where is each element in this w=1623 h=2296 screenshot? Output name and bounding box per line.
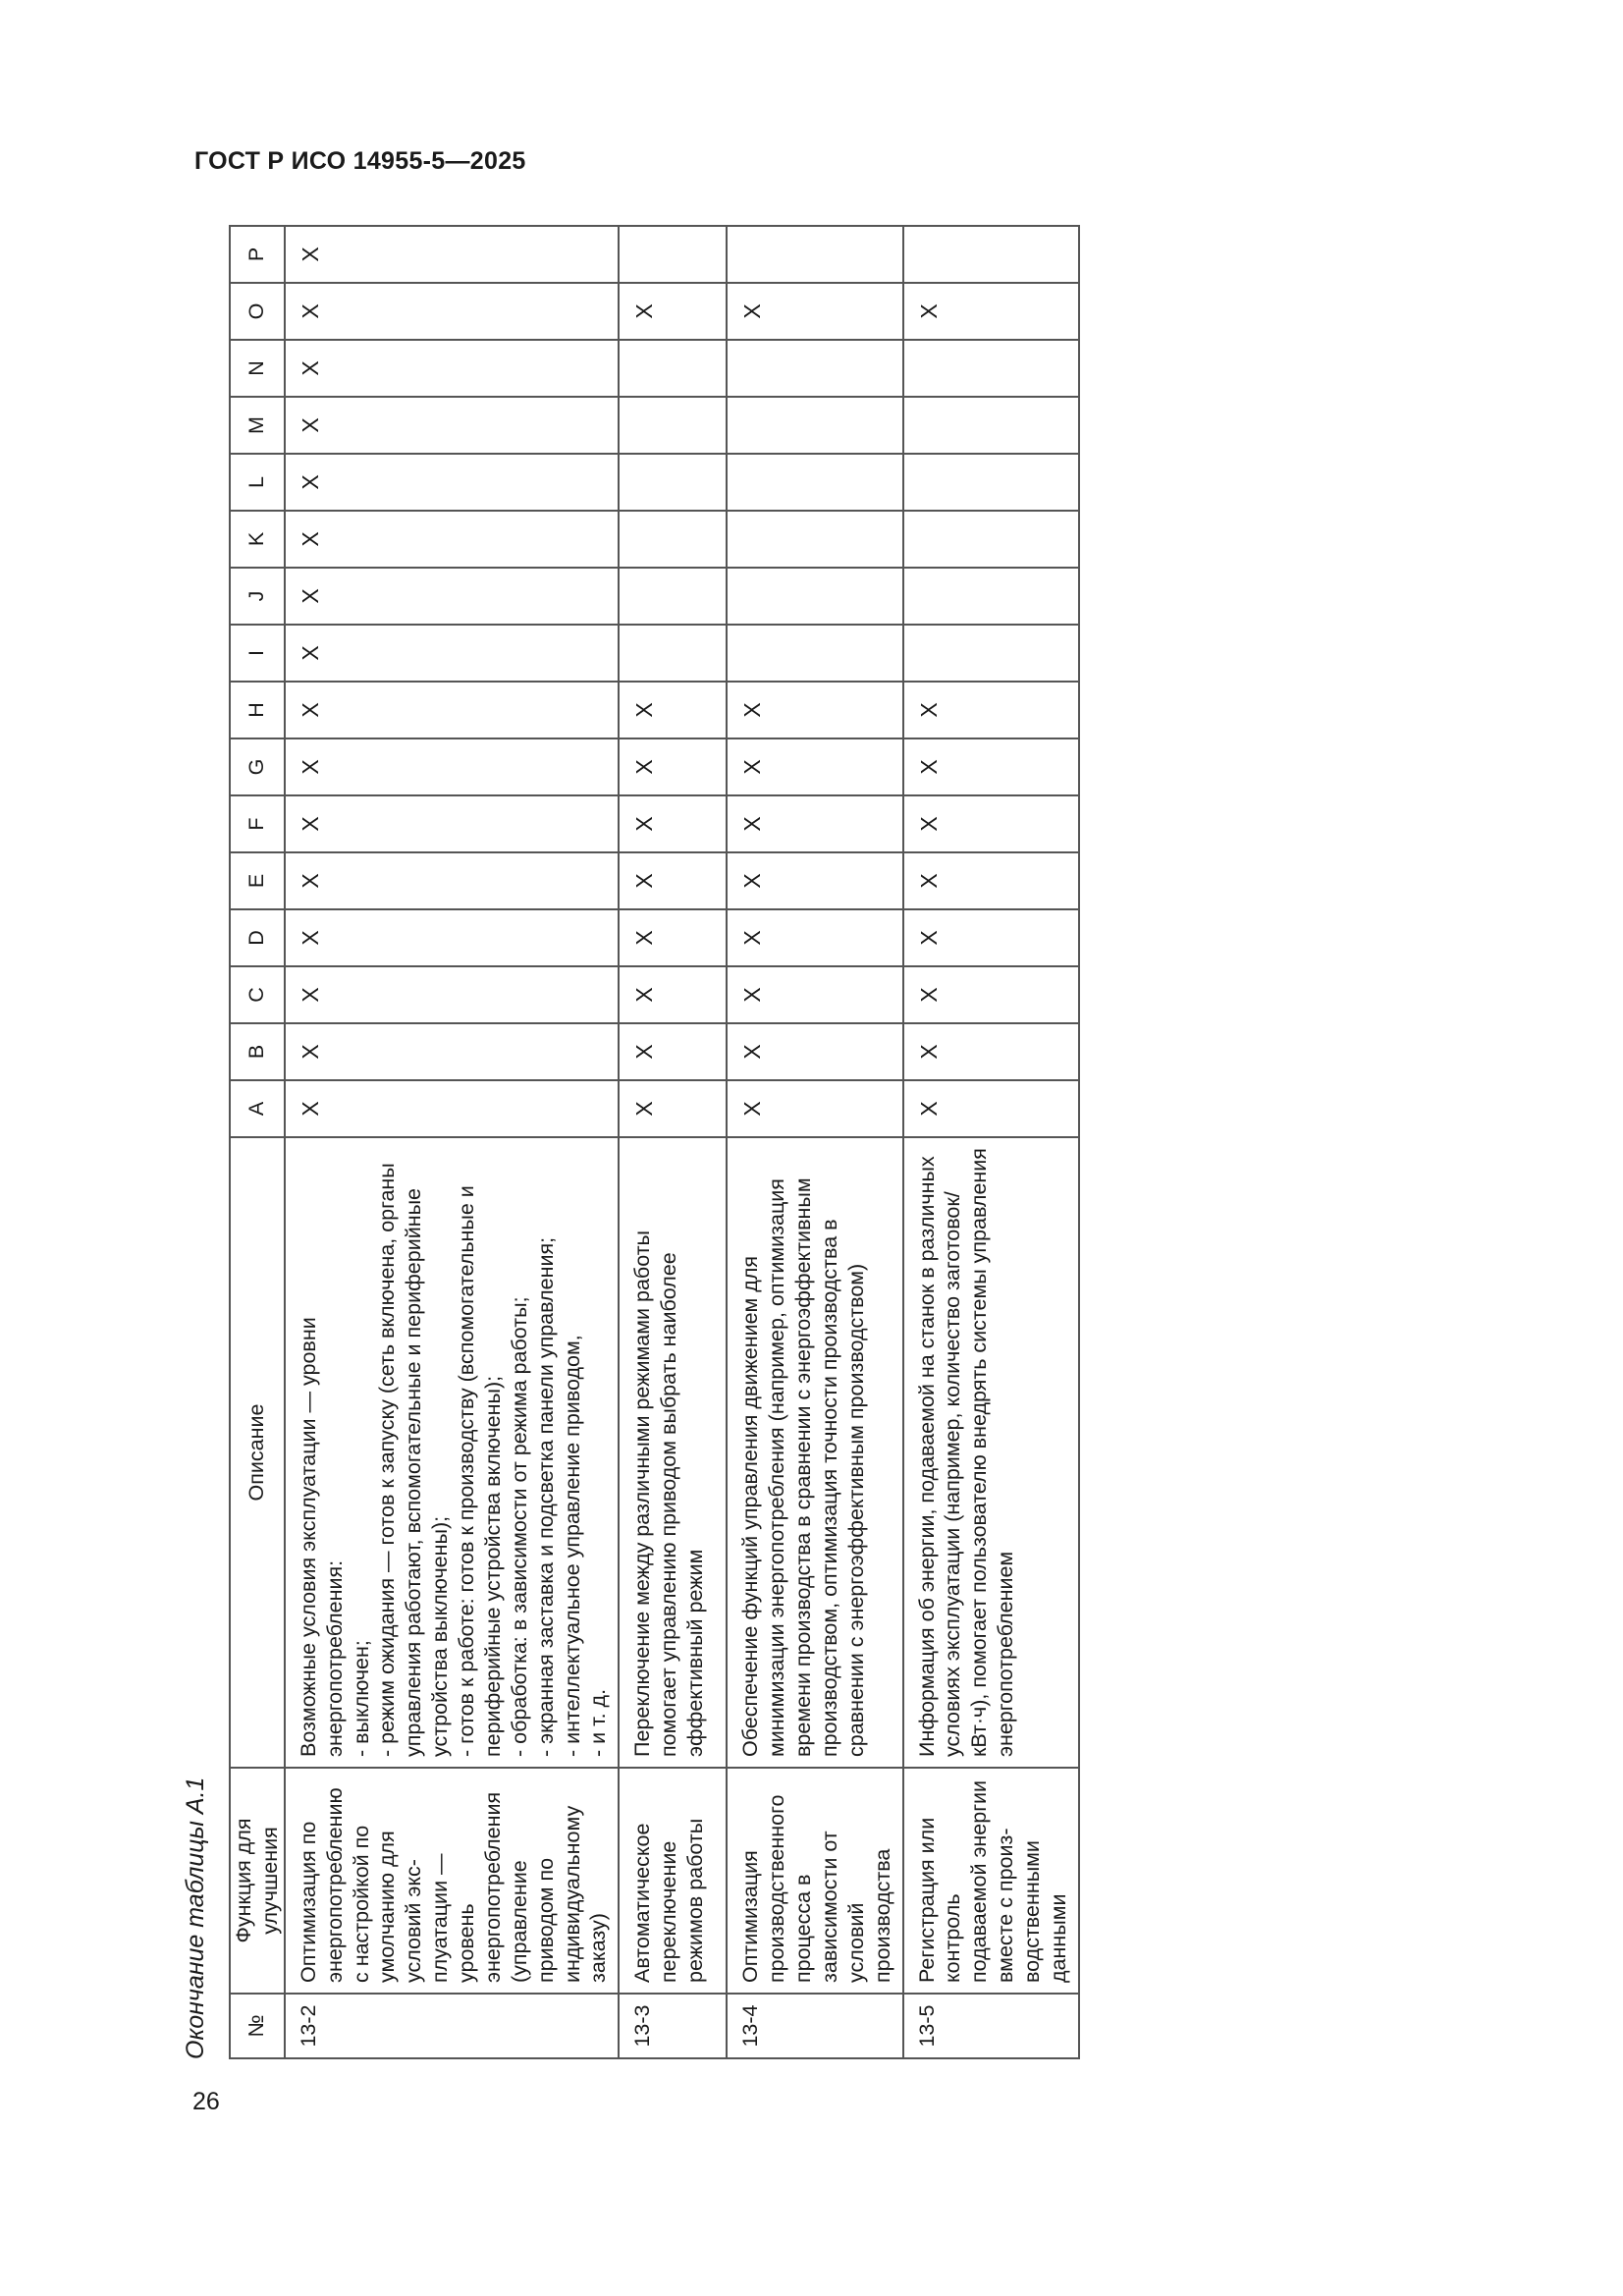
row-function: Оптимизация производственного процесса в зависимости от условий производства	[727, 1768, 902, 1994]
col-header-num: №	[230, 1994, 285, 2058]
description-line: - интеллектуальное управление приводом,	[560, 1335, 584, 1757]
table-header-row	[230, 226, 285, 2058]
col-header-i: I	[230, 625, 285, 682]
table-row	[619, 226, 727, 2058]
col-header-f: F	[230, 795, 285, 852]
row-function: Оптимизация по энергопотреблению с настройкой по умолчанию для условий эксплуатации — уровень энергопотребления (управление приводом по индивидуальному заказу)	[285, 1768, 620, 1994]
table-row	[903, 226, 1079, 2058]
mark-cell: X	[727, 1080, 902, 1137]
mark-cell	[903, 511, 1079, 568]
col-header-h: H	[230, 682, 285, 738]
col-header-b: B	[230, 1023, 285, 1080]
mark-cell: X	[903, 682, 1079, 738]
description-line: Информация об энергии, подаваемой на станок в различных условиях эксплуатации (например, количество заготовок/кВт·ч), помогает пользователю внедрять системы управления энергопотреблением	[914, 1148, 1018, 1757]
mark-cell: X	[285, 1080, 620, 1137]
row-function: Автоматическое переключение режимов работы	[619, 1768, 727, 1994]
mark-cell	[727, 568, 902, 625]
mark-cell: X	[727, 852, 902, 909]
col-header-c: C	[230, 966, 285, 1023]
mark-cell: X	[727, 909, 902, 966]
description-line: Возможные условия эксплуатации — уровни энергопотребления:	[296, 1317, 347, 1757]
mark-cell: X	[619, 795, 727, 852]
mark-cell: X	[727, 283, 902, 340]
mark-cell	[727, 511, 902, 568]
mark-cell: X	[285, 340, 620, 397]
col-header-n: N	[230, 340, 285, 397]
mark-cell	[903, 226, 1079, 283]
mark-cell: X	[727, 682, 902, 738]
mark-cell	[619, 340, 727, 397]
description-line: - и т. д.	[586, 1688, 611, 1757]
mark-cell	[619, 454, 727, 511]
page-number: 26	[192, 2088, 220, 2115]
table-row	[727, 226, 902, 2058]
mark-cell	[903, 397, 1079, 454]
mark-cell	[903, 625, 1079, 682]
data-table	[229, 225, 1080, 2059]
mark-cell: X	[285, 226, 620, 283]
table-row	[285, 226, 620, 2058]
mark-cell: X	[619, 738, 727, 795]
mark-cell: X	[903, 738, 1079, 795]
col-header-l: L	[230, 454, 285, 511]
row-description	[903, 1137, 1079, 1768]
description-line: - готов к работе: готов к производству (вспомогательные и периферийные устройства включены);	[455, 1185, 505, 1757]
mark-cell	[903, 340, 1079, 397]
mark-cell: X	[903, 795, 1079, 852]
col-header-d: D	[230, 909, 285, 966]
row-number: 13-4	[727, 1994, 902, 2058]
col-header-k: K	[230, 511, 285, 568]
mark-cell: X	[285, 795, 620, 852]
mark-cell: X	[285, 738, 620, 795]
mark-cell	[727, 340, 902, 397]
col-header-o: O	[230, 283, 285, 340]
mark-cell	[727, 625, 902, 682]
mark-cell: X	[285, 568, 620, 625]
mark-cell: X	[285, 511, 620, 568]
mark-cell: X	[727, 795, 902, 852]
mark-cell: X	[619, 682, 727, 738]
mark-cell: X	[727, 738, 902, 795]
mark-cell: X	[285, 454, 620, 511]
mark-cell: X	[619, 966, 727, 1023]
mark-cell	[619, 397, 727, 454]
col-header-m: M	[230, 397, 285, 454]
mark-cell: X	[285, 625, 620, 682]
mark-cell: X	[727, 966, 902, 1023]
description-line: - режим ожидания — готов к запуску (сеть включена, органы управления работают, вспомогательные и периферийные устройства выключены);	[375, 1163, 453, 1757]
mark-cell: X	[619, 909, 727, 966]
row-function: Регистрация или контроль подаваемой энергии вместе с производственными данными	[903, 1768, 1079, 1994]
mark-cell: X	[903, 909, 1079, 966]
row-number: 13-2	[285, 1994, 620, 2058]
mark-cell	[903, 454, 1079, 511]
mark-cell: X	[285, 852, 620, 909]
mark-cell	[619, 226, 727, 283]
mark-cell: X	[727, 1023, 902, 1080]
document-header: ГОСТ Р ИСО 14955-5—2025	[194, 147, 526, 175]
mark-cell: X	[285, 966, 620, 1023]
rotated-table-container	[229, 227, 1070, 2059]
row-description	[727, 1137, 902, 1768]
mark-cell: X	[285, 909, 620, 966]
mark-cell: X	[903, 852, 1079, 909]
table-caption: Окончание таблицы А.1	[182, 1777, 209, 2059]
description-line: - экранная заставка и подсветка панели управления;	[533, 1236, 558, 1757]
description-line: Переключение между различными режимами работы помогает управлению приводом выбрать наиболее эффективный режим	[630, 1230, 707, 1757]
col-header-j: J	[230, 568, 285, 625]
mark-cell: X	[619, 1080, 727, 1137]
description-line: - обработка: в зависимости от режима работы;	[507, 1296, 531, 1757]
row-number: 13-3	[619, 1994, 727, 2058]
mark-cell	[619, 511, 727, 568]
mark-cell: X	[285, 682, 620, 738]
mark-cell	[727, 454, 902, 511]
mark-cell	[727, 397, 902, 454]
row-number: 13-5	[903, 1994, 1079, 2058]
col-header-function: Функция для улучшения	[230, 1768, 285, 1994]
col-header-g: G	[230, 738, 285, 795]
mark-cell: X	[619, 852, 727, 909]
mark-cell: X	[285, 397, 620, 454]
row-description	[619, 1137, 727, 1768]
mark-cell	[619, 625, 727, 682]
mark-cell: X	[285, 1023, 620, 1080]
row-description	[285, 1137, 620, 1768]
mark-cell	[727, 226, 902, 283]
description-line: Обеспечение функций управления движением для минимизации энергопотребления (например, оптимизация времени производства в сравнении с энергоэффективным производством, оптимизация точности производства в сравнении с энергоэффективным производством)	[738, 1177, 868, 1757]
mark-cell: X	[619, 283, 727, 340]
description-line: - выключен;	[349, 1640, 373, 1757]
mark-cell	[903, 568, 1079, 625]
col-header-description: Описание	[230, 1137, 285, 1768]
mark-cell	[619, 568, 727, 625]
col-header-a: A	[230, 1080, 285, 1137]
col-header-e: E	[230, 852, 285, 909]
mark-cell: X	[285, 283, 620, 340]
col-header-p: P	[230, 226, 285, 283]
mark-cell: X	[619, 1023, 727, 1080]
mark-cell: X	[903, 966, 1079, 1023]
mark-cell: X	[903, 1080, 1079, 1137]
mark-cell: X	[903, 283, 1079, 340]
mark-cell: X	[903, 1023, 1079, 1080]
